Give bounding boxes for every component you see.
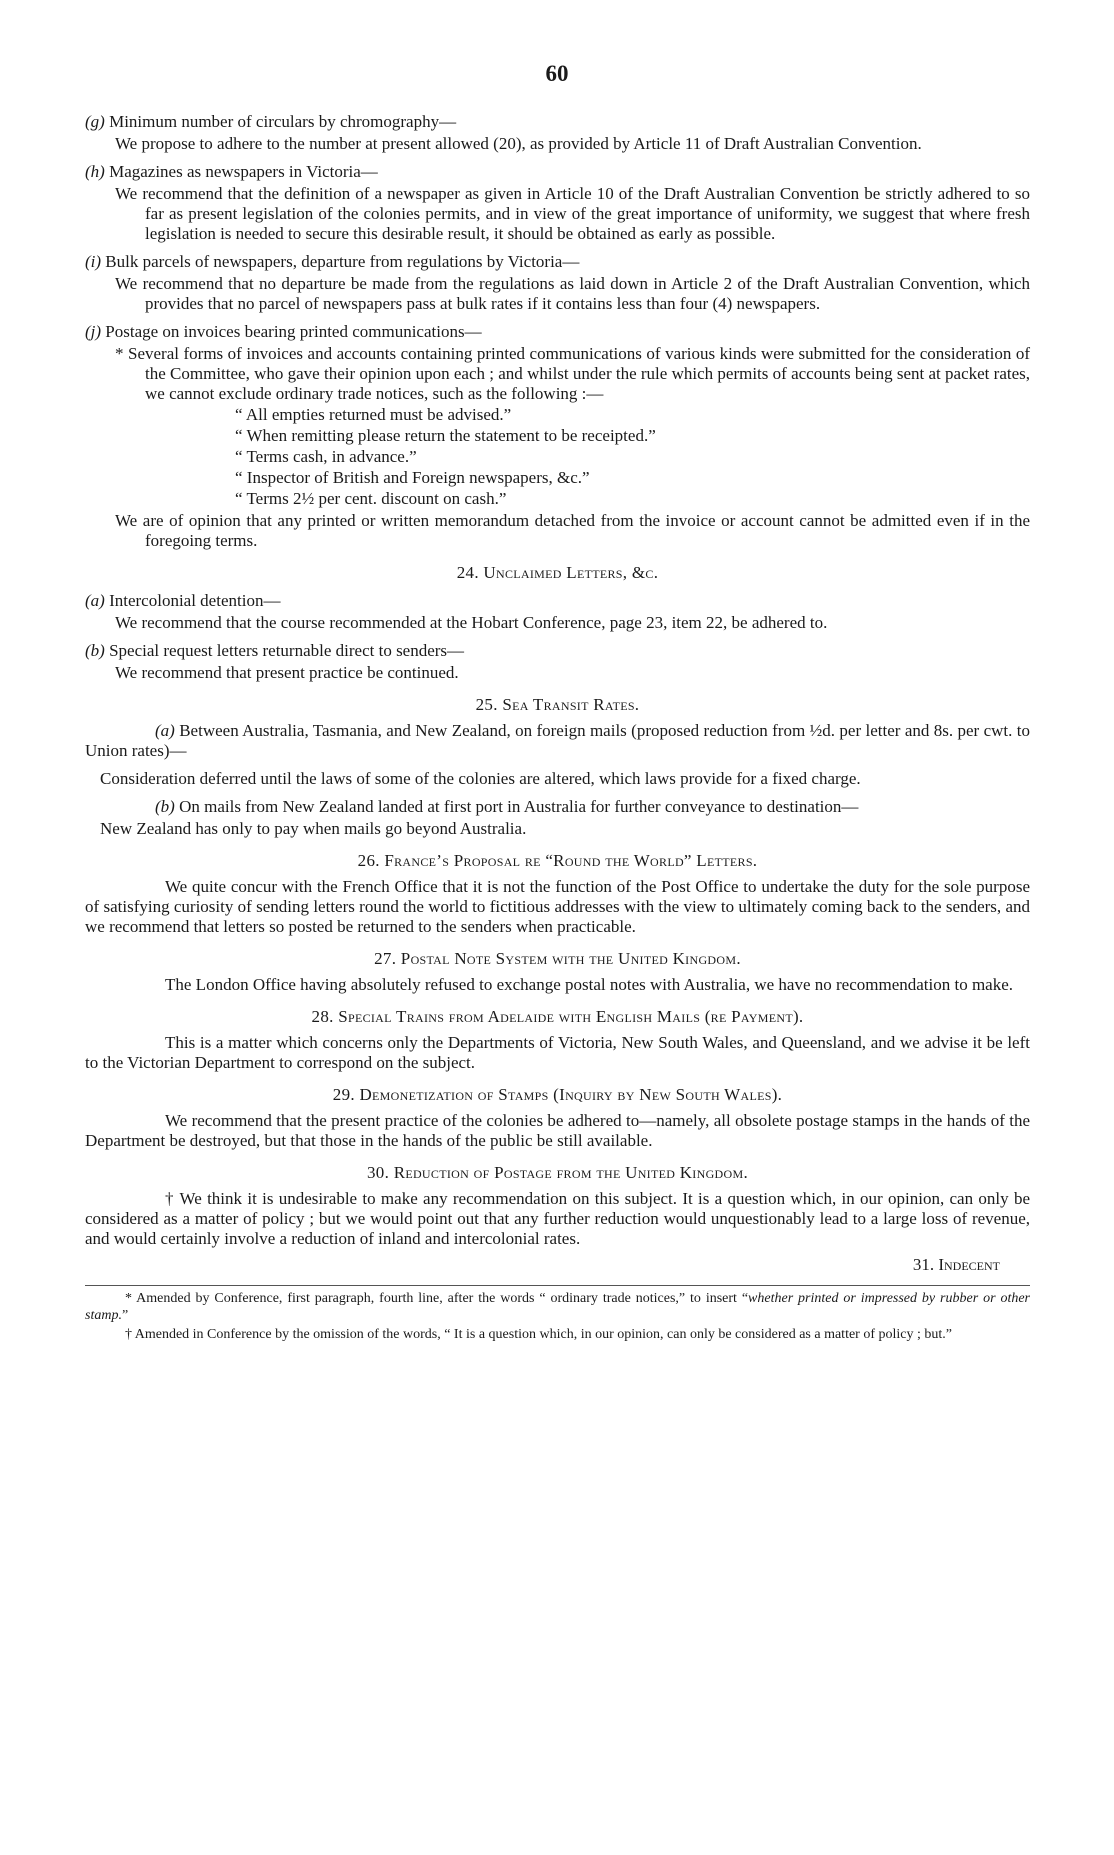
item-text: We recommend that present practice be continued. (115, 663, 459, 682)
list-item (85, 162, 1030, 182)
section-heading: 26. France’s Proposal re “Round the World” Letters. (357, 851, 758, 870)
item-text: We are of opinion that any printed or written memorandum detached from the invoice or account cannot be admitted even if in the foregoing terms. (115, 511, 1030, 550)
section-heading: 25. Sea Transit Rates. (475, 695, 640, 714)
footnote-divider (85, 1285, 1030, 1286)
item-title: Minimum number of circulars by chromography— (109, 112, 457, 131)
footnote-italic: whether printed or impressed by rubber or other stamp. (85, 1291, 1030, 1323)
item-text: * Several forms of invoices and accounts containing printed communications of various kinds were submitted for the consideration of the Committee, who gave their opinion upon each ; and whilst under the rule which permits of accounts being sent at packet rates, we cannot exclude ordinary trade notices, such as the following :— (115, 344, 1030, 403)
paragraph: We quite concur with the French Office that it is not the function of the Post Office to undertake the duty for the sole purpose of satisfying curiosity of sending letters round the world to fictitious addresses with the view to ultimately coming back to the senders, and we recommend that letters so posted be returned to the senders when practicable. (85, 877, 1030, 936)
paragraph: † We think it is undesirable to make any recommendation on this subject. It is a question which, in our opinion, can only be considered as a matter of policy ; but we would point out that any further reduction would unquestionably lead to a large loss of revenue, and would certainly involve a reduction of inland and intercolonial rates. (85, 1189, 1030, 1248)
list-item (85, 641, 1030, 661)
quoted-notice: “ When remitting please return the statement to be receipted.” (235, 426, 656, 445)
section-heading: 29. Demonetization of Stamps (Inquiry by New South Wales). (332, 1085, 783, 1104)
paragraph: This is a matter which concerns only the Departments of Victoria, New South Wales, and Queensland, and we advise it be left to the Victorian Department to correspond on the subject. (85, 1033, 1030, 1072)
section-heading: 24. Unclaimed Letters, &c. (456, 563, 659, 582)
item-text: Consideration deferred until the laws of some of the colonies are altered, which laws provide for a fixed charge. (100, 769, 861, 788)
section-heading: 27. Postal Note System with the United Kingdom. (374, 949, 741, 968)
item-title: Between Australia, Tasmania, and New Zealand, on foreign mails (proposed reduction from ½d. per letter and 8s. per cwt. to Union rates)— (85, 721, 1030, 760)
item-label: (j) (85, 322, 102, 341)
item-text: New Zealand has only to pay when mails go beyond Australia. (100, 819, 527, 838)
quoted-notice: “ All empties returned must be advised.” (235, 405, 512, 424)
item-text: We propose to adhere to the number at present allowed (20), as provided by Article 11 of Draft Australian Convention. (115, 134, 922, 153)
item-label: (h) (85, 162, 105, 181)
section-heading: 30. Reduction of Postage from the United Kingdom. (367, 1163, 748, 1182)
list-item (85, 112, 1030, 132)
footnote: † Amended in Conference by the omission of the words, “ It is a question which, in our opinion, can only be considered as a matter of policy ; but.” (125, 1327, 952, 1342)
item-text: We recommend that the course recommended at the Hobart Conference, page 23, item 22, be adhered to. (115, 613, 828, 632)
item-title: Postage on invoices bearing printed communications— (105, 322, 482, 341)
item-title: On mails from New Zealand landed at first port in Australia for further conveyance to destination— (179, 797, 859, 816)
paragraph: The London Office having absolutely refused to exchange postal notes with Australia, we have no recommendation to make. (165, 975, 1014, 994)
paragraph (85, 797, 1030, 817)
item-title: Bulk parcels of newspapers, departure from regulations by Victoria— (105, 252, 580, 271)
item-label: (a) (155, 721, 175, 740)
quoted-notice: “ Terms 2½ per cent. discount on cash.” (235, 489, 507, 508)
item-title: Magazines as newspapers in Victoria— (109, 162, 378, 181)
footnote-end: ” (121, 1308, 129, 1323)
item-label: (g) (85, 112, 105, 131)
catchword: 31. Indecent (912, 1255, 1000, 1274)
item-text: We recommend that the definition of a newspaper as given in Article 10 of the Draft Australian Convention be strictly adhered to so far as present legislation of the colonies permits, and in view of the great importance of uniformity, we suggest that where fresh legislation is needed to secure this desirable result, it should be obtained as early as possible. (115, 184, 1030, 243)
quoted-notice: “ Terms cash, in advance.” (235, 447, 417, 466)
item-label: (i) (85, 252, 102, 271)
footnote-text: * Amended by Conference, first paragraph, fourth line, after the words “ ordinary trade notices,” to insert “ (125, 1291, 749, 1306)
item-label: (a) (85, 591, 105, 610)
paragraph (85, 721, 1030, 761)
list-item (85, 252, 1030, 272)
paragraph: We recommend that the present practice of the colonies be adhered to—namely, all obsolete postage stamps in the hands of the Department be destroyed, but that those in the hands of the public be still available. (85, 1111, 1030, 1150)
quoted-notice: “ Inspector of British and Foreign newspapers, &c.” (235, 468, 590, 487)
page-number: 60 (545, 61, 569, 86)
list-item (85, 322, 1030, 342)
item-label: (b) (85, 641, 105, 660)
footnote (85, 1290, 1030, 1324)
item-label: (b) (155, 797, 175, 816)
item-text: We recommend that no departure be made from the regulations as laid down in Article 2 of the Draft Australian Convention, which provides that no parcel of newspapers pass at bulk rates if it contains less than four (4) newspapers. (115, 274, 1030, 313)
item-title: Special request letters returnable direct to senders— (109, 641, 465, 660)
document-body (85, 112, 1030, 1343)
item-title: Intercolonial detention— (109, 591, 281, 610)
list-item (85, 591, 1030, 611)
section-heading: 28. Special Trains from Adelaide with English Mails (re Payment). (311, 1007, 804, 1026)
